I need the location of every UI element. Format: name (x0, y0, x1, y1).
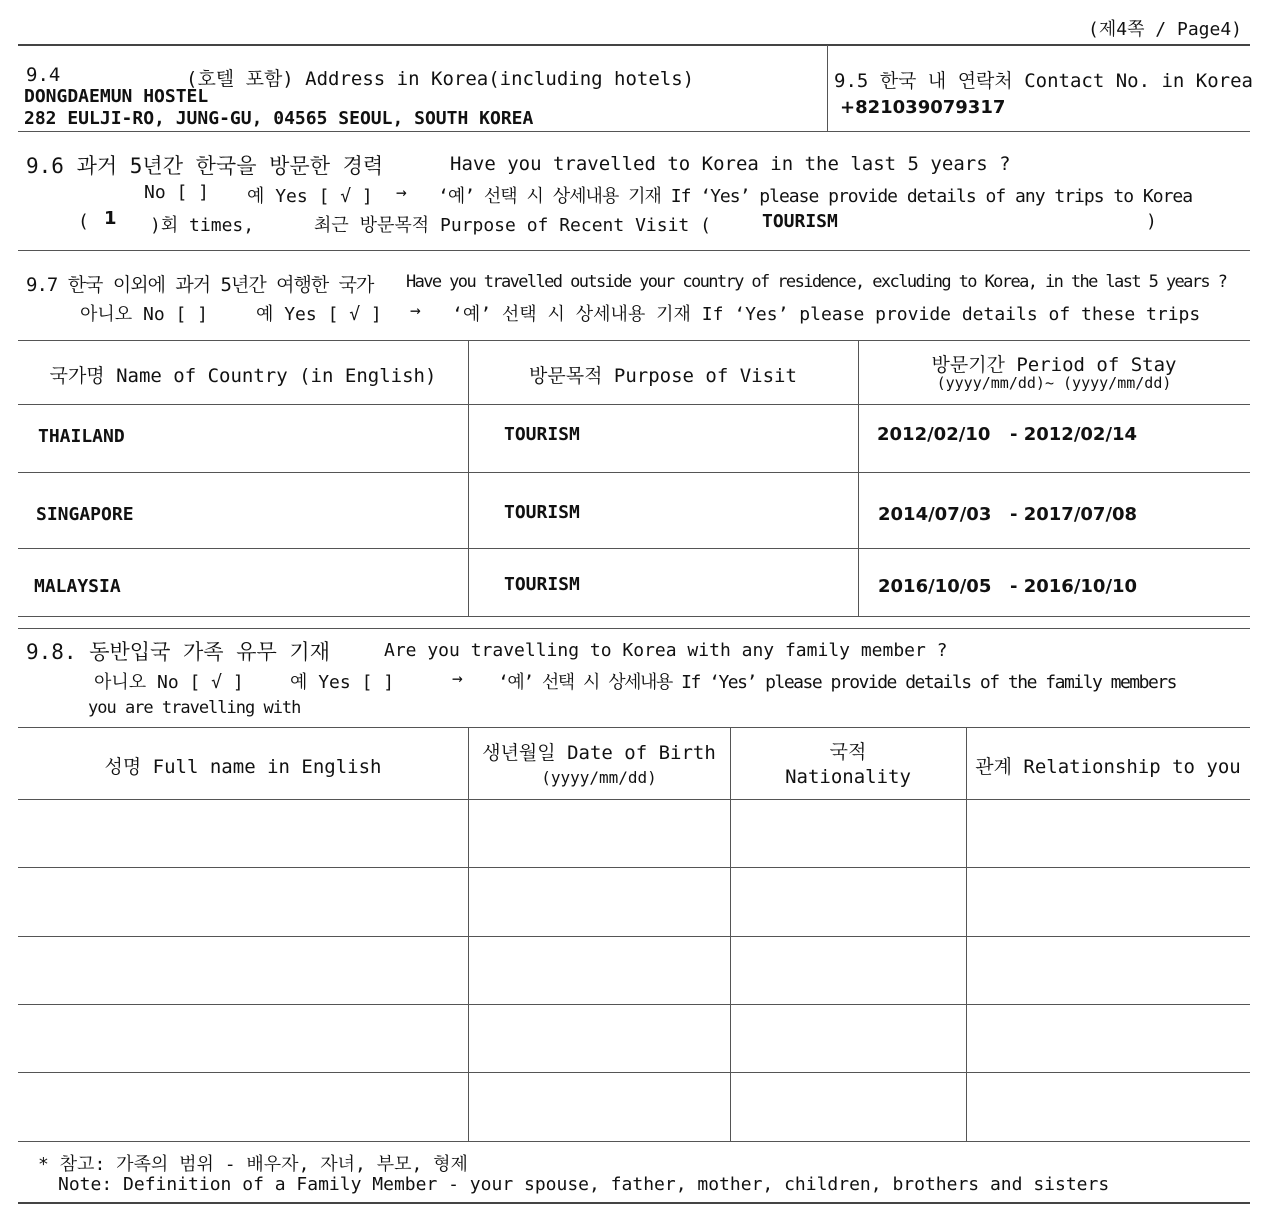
q98-label-en: Are you travelling to Korea with any family member ? (384, 640, 948, 661)
q97-label-ko: 9.7 한국 이외에 과거 5년간 여행한 국가 (26, 274, 374, 296)
trips-table-header-bottom (18, 404, 1250, 405)
family-row-divider-4 (18, 1072, 1250, 1073)
q96-label-en: Have you travelled to Korea in the last 5 years ? (450, 153, 1011, 175)
family-row-divider-3 (18, 1004, 1250, 1005)
q96-no-option: No [ ] (144, 182, 210, 203)
trip-date-to: - 2016/10/10 (1010, 576, 1138, 597)
trips-row-divider-1 (18, 472, 1250, 473)
q95-contact-number: +821039079317 (840, 97, 1006, 118)
q96-close-paren: ) (1146, 211, 1157, 232)
trip-date-from: 2016/10/05 (878, 576, 992, 597)
q96-purpose-value: TOURISM (762, 211, 838, 232)
q96-purpose-label: 최근 방문목적 Purpose of Recent Visit ( (314, 215, 711, 236)
page-number: (제4쪽 / Page4) (1088, 19, 1242, 40)
trips-header-period: 방문기간 Period of Stay (931, 354, 1177, 376)
trip-purpose: TOURISM (504, 574, 580, 595)
trip-purpose: TOURISM (504, 424, 580, 445)
q96-times-label: )회 times, (150, 215, 255, 236)
family-table-bottom (18, 1141, 1250, 1142)
trip-country: MALAYSIA (34, 576, 121, 597)
family-table-top (18, 727, 1250, 728)
family-row-divider-2 (18, 936, 1250, 937)
q96-yes-option: 예 Yes [ √ ] (247, 186, 373, 207)
family-header-relationship: 관계 Relationship to you (975, 756, 1241, 778)
trip-date-to: - 2017/07/08 (1010, 504, 1138, 525)
q98-arrow: → (452, 668, 463, 689)
trips-row-divider-2 (18, 548, 1250, 549)
trips-table-bottom (18, 616, 1250, 617)
q96-arrow: → (396, 182, 407, 203)
q96-visit-count: 1 (104, 208, 117, 229)
trip-date-from: 2014/07/03 (878, 504, 992, 525)
trips-header-period-format: (yyyy/mm/dd)~ (yyyy/mm/dd) (936, 374, 1172, 392)
family-col-divider-2 (730, 727, 731, 1142)
divider-9-6 (18, 250, 1250, 251)
trip-date-to: - 2012/02/14 (1010, 424, 1138, 445)
q94-label: (호텔 포함) Address in Korea(including hotels) (186, 68, 695, 90)
trip-country: SINGAPORE (36, 504, 134, 525)
trip-date-from: 2012/02/10 (877, 424, 991, 445)
trips-header-purpose: 방문목적 Purpose of Visit (529, 365, 797, 387)
divider-9-4 (18, 131, 1250, 132)
q96-details-instruction: ‘예’ 선택 시 상세내용 기재 If ‘Yes’ please provide details of any trips to Korea (438, 186, 1193, 207)
q94-address-line1: DONGDAEMUN HOSTEL (24, 86, 209, 107)
family-header-nationality-en: Nationality (785, 766, 911, 788)
bottom-border (18, 1202, 1250, 1204)
top-divider (18, 44, 1250, 46)
q96-label-ko: 9.6 과거 5년간 한국을 방문한 경력 (26, 154, 384, 178)
divider-9-7 (18, 628, 1250, 629)
family-header-name: 성명 Full name in English (104, 756, 382, 778)
note-ko: * 참고: 가족의 범위 - 배우자, 자녀, 부모, 형제 (38, 1154, 468, 1175)
family-header-dob-format: (yyyy/mm/dd) (541, 768, 657, 787)
q98-details-continuation: you are travelling with (88, 698, 301, 718)
family-table-header-bottom (18, 799, 1250, 800)
q97-no-option: 아니오 No [ ] (80, 304, 209, 325)
trip-purpose: TOURISM (504, 502, 580, 523)
q98-details-instruction: ‘예’ 선택 시 상세내용 If ‘Yes’ please provide details of the family members (498, 672, 1176, 693)
family-header-dob: 생년월일 Date of Birth (482, 742, 716, 764)
q95-label: 9.5 한국 내 연락처 Contact No. in Korea (834, 70, 1253, 92)
trip-country: THAILAND (38, 426, 125, 447)
family-row-divider-1 (18, 867, 1250, 868)
trips-header-country: 국가명 Name of Country (in English) (49, 365, 437, 387)
q96-open-paren: ( (78, 211, 89, 232)
q98-no-option: 아니오 No [ √ ] (94, 672, 244, 693)
q97-details-instruction: ‘예’ 선택 시 상세내용 기재 If ‘Yes’ please provide details of these trips (452, 304, 1201, 325)
q97-yes-option: 예 Yes [ √ ] (256, 304, 382, 325)
q94-address-line2: 282 EULJI-RO, JUNG-GU, 04565 SEOUL, SOUTH KOREA (24, 108, 534, 129)
family-col-divider-3 (966, 727, 967, 1142)
family-col-divider-1 (468, 727, 469, 1142)
q97-label-en: Have you travelled outside your country of residence, excluding to Korea, in the last 5 years ? (406, 272, 1227, 292)
trips-table-top (18, 340, 1250, 341)
note-en: Note: Definition of a Family Member - your spouse, father, mother, children, brothers and sisters (58, 1174, 1110, 1195)
q97-arrow: → (410, 300, 421, 321)
q94-number: 9.4 (26, 64, 61, 86)
q98-label-ko: 9.8. 동반입국 가족 유무 기재 (26, 640, 331, 664)
q98-yes-option: 예 Yes [ ] (290, 672, 395, 693)
address-contact-divider (827, 45, 828, 131)
family-header-nationality-ko: 국적 (829, 741, 867, 763)
